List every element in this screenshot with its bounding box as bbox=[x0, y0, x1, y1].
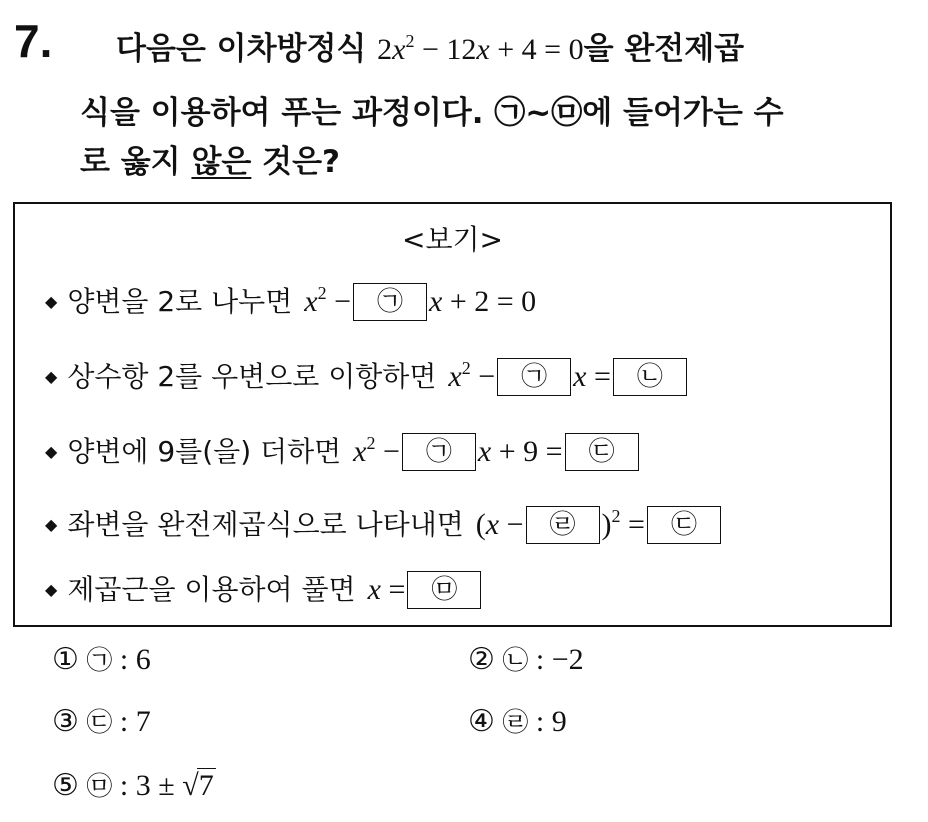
choice-3[interactable]: ③ ㉢ : 7 bbox=[52, 705, 151, 738]
step-row-5: ◆ 제곱근을 이용하여 풀면 x = ㉤ bbox=[45, 570, 483, 610]
step-row-3: ◆ 양변에 9를(을) 더하면 $x^2$ − ㉠ x + 9 = ㉢ bbox=[45, 432, 641, 472]
blank-box: ㉠ bbox=[353, 283, 427, 321]
step-row-2: ◆ 상수항 2를 우변으로 이항하면 $x^2$ − ㉠ x = ㉡ bbox=[45, 357, 689, 397]
blank-box: ㉤ bbox=[407, 571, 481, 609]
square-root: √7 bbox=[182, 769, 214, 802]
blank-box: ㉣ bbox=[526, 506, 600, 544]
step-row-4: ◆ 좌변을 완전제곱식으로 나타내면 (x − ㉣ )$^2$ = ㉢ bbox=[45, 505, 723, 545]
bullet-icon: ◆ bbox=[45, 580, 58, 599]
blank-box: ㉡ bbox=[613, 358, 687, 396]
choice-2[interactable]: ② ㉡ : −2 bbox=[468, 643, 584, 676]
question-number: 7. bbox=[14, 15, 53, 67]
choice-5[interactable]: ⑤ ㉤ : 3 ± √7 bbox=[52, 769, 214, 802]
choice-4[interactable]: ④ ㉣ : 9 bbox=[468, 705, 567, 738]
example-box bbox=[13, 202, 892, 627]
equation: $2x^2 - 12x + 4 = 0$ bbox=[377, 31, 584, 66]
step-row-1: ◆ 양변을 2로 나누면 $x^2$ − ㉠ x + 2 = 0 bbox=[45, 282, 536, 322]
bullet-icon: ◆ bbox=[45, 367, 58, 386]
choice-1[interactable]: ① ㉠ : 6 bbox=[52, 643, 151, 676]
blank-box: ㉢ bbox=[565, 433, 639, 471]
blank-box: ㉠ bbox=[497, 358, 571, 396]
question-line-1: 다음은 이차방정식 $2x^2 - 12x + 4 = 0$을 완전제곱 bbox=[116, 31, 745, 67]
bullet-icon: ◆ bbox=[45, 515, 58, 534]
question-line-2: 식을 이용하여 푸는 과정이다. ㉠~㉤에 들어가는 수 bbox=[80, 95, 784, 131]
blank-box: ㉠ bbox=[402, 433, 476, 471]
bullet-icon: ◆ bbox=[45, 292, 58, 311]
blank-box: ㉢ bbox=[647, 506, 721, 544]
box-title: <보기> bbox=[401, 223, 504, 256]
bullet-icon: ◆ bbox=[45, 442, 58, 461]
question-line-3: 로 옳지 않은 것은? bbox=[80, 144, 341, 180]
emphasis-underlined: 않은 bbox=[191, 144, 252, 180]
